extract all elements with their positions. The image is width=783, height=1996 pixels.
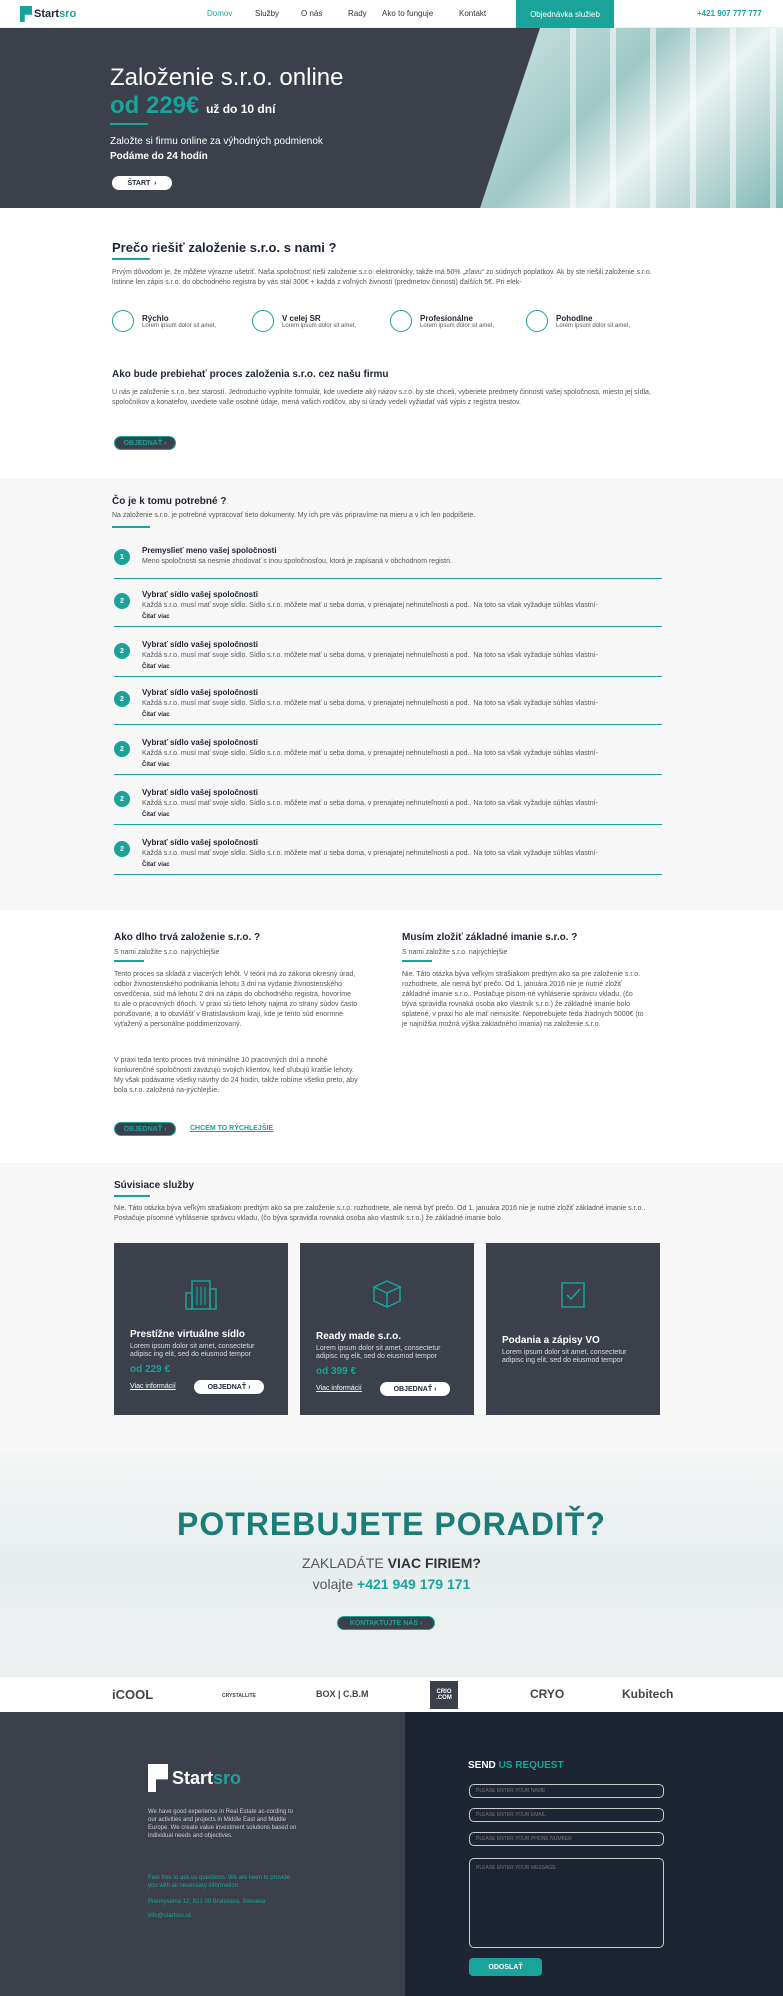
hero-building-image [480, 28, 783, 208]
card-price: od 399 € [316, 1366, 357, 1377]
chevron-right-icon: › [164, 439, 167, 447]
start-button[interactable] [112, 176, 172, 190]
consult-phone-label: volajte [312, 1576, 358, 1592]
order-button-2[interactable] [114, 1122, 176, 1136]
step-divider [114, 724, 662, 725]
step-number: 1 [114, 549, 130, 565]
step-title: Vybrať sídlo vašej spoločnosti [142, 838, 259, 847]
why-title: Prečo riešiť založenie s.r.o. s nami ? [112, 240, 337, 255]
hero-banner [0, 28, 783, 208]
duration-subtitle: S nami založíte s.r.o. najrýchlejšie [114, 949, 220, 956]
requirements-subtitle: Na založenie s.r.o. je potrebné vypracovať tieto dokumenty. My ich pre vás pripravíme na mieru a v ich len podpíšete. [112, 512, 476, 519]
hero-price-value: od 229€ [110, 92, 200, 119]
card-title: Podania a zápisy VO [502, 1335, 600, 1346]
hero-subtitle: Založte si firmu online za výhodných podmienok [110, 136, 323, 147]
step-divider [114, 676, 662, 677]
step-title: Vybrať sídlo vašej spoločnosti [142, 590, 259, 599]
feature-professional [390, 308, 494, 334]
read-more-link[interactable]: Čítať viac [142, 862, 170, 868]
footer-email[interactable]: info@startsro.sk [148, 1913, 192, 1919]
brand-name-a: Start [34, 8, 60, 20]
requirements-title: Čo je k tomu potrebné ? [112, 496, 227, 507]
start-button-label: ŠTART [127, 179, 151, 187]
step-divider [114, 774, 662, 775]
service-card-ready-made [300, 1243, 474, 1415]
service-card-virtual-office [114, 1243, 288, 1415]
footer-brand-b: sro [213, 1767, 242, 1788]
step-number: 2 [114, 741, 130, 757]
nav-item-contact[interactable]: Kontakt [459, 9, 487, 18]
step-title: Vybrať sídlo vašej spoločnosti [142, 788, 259, 797]
contact-us-button[interactable] [337, 1616, 435, 1630]
card-desc: Lorem ipsum dolor sit amet, consectetur adipisc ing elit, sed do eiusmod tempor [316, 1345, 441, 1360]
email-input[interactable] [469, 1808, 664, 1822]
logo-mark-icon [20, 6, 32, 22]
feature-title: Profesionálne [420, 313, 473, 323]
consult-subtitle [0, 1555, 783, 1571]
consult-subtitle-b: VIAC FIRIEM? [387, 1555, 481, 1571]
partner-logo: CRIO .COM [430, 1681, 458, 1709]
more-info-link[interactable]: Viac informácií [316, 1385, 362, 1392]
chevron-right-icon: › [419, 1619, 423, 1627]
card-price: od 229 € [130, 1364, 171, 1375]
phone-input[interactable] [469, 1832, 664, 1846]
step-number: 2 [114, 691, 130, 707]
read-more-link[interactable]: Čítať viac [142, 614, 170, 620]
duration-text-2: V praxi teda tento proces trvá minimálne 10 pracovných dní a mnohé konkurenčné spoločnosti zaväzujú svojich klientov, keď sľubujú kratšie lehoty. My však podávame všetky návrhy do 24 hodín, takže robíme všetko preto, aby bola s.r.o. založená na-jrýchlejšie. [114, 1057, 358, 1094]
services-text: Nie. Táto otázka býva veľkým strašiakom predtým ako sa pre založenie s.r.o. rozhodnete, ale nemá byť prečo. Od 1. januára 2016 nie je nutné zložiť základné imanie s.r.o.. Postačuje písomné vyhlásenie správcu vkladu, (čo býva spravidla rovnaká osoba ako vlastník s.r.o.) že základné imanie bolo [114, 1205, 646, 1222]
armchair-icon [526, 310, 548, 332]
hero-subtitle-bold: Podáme do 24 hodín [110, 151, 208, 162]
box-icon [368, 1275, 406, 1313]
feature-title: Pohodlne [556, 313, 593, 323]
chevron-right-icon: › [434, 1385, 437, 1393]
step-divider [114, 874, 662, 875]
form-title-b: US REQUEST [498, 1760, 564, 1771]
step-title: Vybrať sídlo vašej spoločnosti [142, 640, 259, 649]
footer-brand-a: Start [172, 1767, 214, 1788]
read-more-link[interactable]: Čítať viac [142, 762, 170, 768]
card-order-label: OBJEDNAŤ [393, 1385, 433, 1393]
more-info-link[interactable]: Viac informácií [130, 1383, 176, 1390]
nav-item-services[interactable]: Služby [255, 9, 280, 18]
step-title: Vybrať sídlo vašej spoločnosti [142, 688, 259, 697]
partner-logo: CRYSTALLITE [222, 1693, 256, 1699]
slovak-shield-icon [252, 310, 274, 332]
step-desc: Každá s.r.o. musí mať svoje sídlo. Sídlo s.r.o. môžete mať u seba doma, v prenajatej nehnuteľnosti a pod.. Na toto sa však vyžaduje súhlas vlastní- [142, 652, 598, 659]
top-navigation [0, 0, 783, 28]
request-form [0, 1712, 783, 1996]
feature-desc: Lorem ipsum dolor sit amet, [420, 322, 495, 329]
feature-fast [112, 308, 216, 334]
nav-item-about[interactable]: O nás [301, 9, 323, 18]
message-input[interactable] [469, 1858, 664, 1948]
faster-link[interactable]: CHCEM TO RÝCHLEJŠIE [190, 1125, 274, 1132]
step-desc: Každá s.r.o. musí mať svoje sídlo. Sídlo s.r.o. môžete mať u seba doma, v prenajatej nehnuteľnosti a pod.. Na toto sa však vyžaduje súhlas vlastní- [142, 602, 598, 609]
form-title [468, 1760, 564, 1771]
service-card-filings [486, 1243, 660, 1415]
card-order-button[interactable] [380, 1382, 450, 1396]
footer-about: We have good experience in Real Estate ac-cording to our activities and projects in Middle East and Middle Europe. We create value investment solutions based on individual needs and objectives. [148, 1809, 297, 1839]
partner-logo: Kubitech [622, 1687, 674, 1701]
consult-phone-number[interactable]: +421 949 179 171 [357, 1576, 471, 1592]
feature-desc: Lorem ipsum dolor sit amet, [556, 322, 631, 329]
why-divider [112, 258, 150, 260]
order-button-label: OBJEDNAŤ [123, 439, 163, 447]
feature-desc: Lorem ipsum dolor sit amet, [142, 322, 217, 329]
hero-title: Založenie s.r.o. online [110, 64, 344, 91]
contact-us-label: KONTAKTUJTE NÁS [349, 1619, 419, 1627]
nav-phone[interactable]: +421 907 777 777 [697, 9, 762, 18]
services-divider [114, 1195, 150, 1197]
nav-item-home[interactable]: Domov [207, 9, 233, 18]
feature-title: Rýchlo [142, 313, 169, 323]
footer-address: Priemyselná 12, 821 09 Bratislava, Slovakia [148, 1899, 266, 1905]
step-desc: Každá s.r.o. musí mať svoje sídlo. Sídlo s.r.o. môžete mať u seba doma, v prenajatej nehnuteľnosti a pod.. Na toto sa však vyžaduje súhlas vlastní- [142, 750, 598, 757]
process-title: Ako bude prebiehať proces založenia s.r.o. cez našu firmu [112, 369, 389, 380]
capital-title: Musím zložiť základné imanie s.r.o. ? [402, 932, 578, 943]
step-desc: Meno spoločnosti sa nesmie zhodovať s inou spoločnosťou, ktorá je zapísaná v obchodnom registri. [142, 558, 452, 565]
capital-divider [402, 960, 432, 962]
card-desc: Lorem ipsum dolor sit amet, consectetur adipisc ing elit, sed do eiusmod tempor [130, 1343, 255, 1358]
card-order-button[interactable] [194, 1380, 264, 1394]
hero-price-subtitle: už do 10 dní [206, 102, 276, 116]
nav-item-tips[interactable]: Rady [348, 9, 367, 18]
step-number: 2 [114, 791, 130, 807]
step-title: Premyslieť meno vašej spoločnosti [142, 546, 277, 555]
step-divider [114, 578, 662, 579]
people-icon [390, 310, 412, 332]
capital-text: Nie. Táto otázka býva veľkým strašiakom predtým ako sa pre založenie s.r.o. rozhodnete, ale nemá byť prečo. Od 1. januára 2016 nie je nutné zložiť základné imanie s.r.o.. Postačuje písom-né vyhlásenie správcu vkladu, (čo býva spravidla rovnaká osoba ako vlastník s.r.o.) že základné imanie bolo splatené, v praxi ho ale mať nemusíte. Nepotrebujete teda žiadnych 5000€ (to je najnižšia možná výška základného imania) na založenie s.r.o. [402, 971, 644, 1028]
card-title: Ready made s.r.o. [316, 1331, 402, 1342]
send-button[interactable]: ODOSLAŤ [469, 1958, 542, 1976]
step-number: 2 [114, 841, 130, 857]
duration-title: Ako dlho trvá založenie s.r.o. ? [114, 932, 261, 943]
card-order-label: OBJEDNAŤ [207, 1383, 247, 1391]
nav-item-how-it-works[interactable]: Ako to funguje [382, 9, 434, 18]
feature-comfortable [526, 308, 630, 334]
feature-desc: Lorem ipsum dolor sit amet, [282, 322, 357, 329]
step-divider [114, 626, 662, 627]
step-desc: Každá s.r.o. musí mať svoje sídlo. Sídlo s.r.o. môžete mať u seba doma, v prenajatej nehnuteľnosti a pod.. Na toto sa však vyžaduje súhlas vlastní- [142, 700, 598, 707]
order-services-button[interactable]: Objednávka služieb [516, 0, 614, 28]
stopwatch-icon [112, 310, 134, 332]
order-button[interactable] [114, 436, 176, 450]
duration-text-1: Tento proces sa skladá z viacerých lehôt. V teórii má zo zákona okresný úrad, odbor živnostenského podnikania lehotu 3 dni na vydanie živnostenského osvedčenia, súd má lehotu 2 dni na zápis do obchodného registra, hovoríme tu ale o pracovných dňoch. V praxi sú tieto lehoty najmä zo strany súdov často porušované, a to obzvlášť v Bratislavskom kraji, kde je tento súd enormne vyťažený a personálne poddimenzovaný. [114, 971, 358, 1028]
building-icon [182, 1275, 220, 1313]
consult-subtitle-a: ZAKLADÁTE [302, 1555, 388, 1571]
requirements-divider [112, 526, 150, 528]
card-title: Prestížne virtuálne sídlo [130, 1329, 246, 1340]
step-desc: Každá s.r.o. musí mať svoje sídlo. Sídlo s.r.o. môžete mať u seba doma, v prenajatej nehnuteľnosti a pod.. Na toto sa však vyžaduje súhlas vlastní- [142, 850, 598, 857]
feature-nationwide [252, 308, 356, 334]
footer-questions: Feel free to ask us questions. We are keen to provide you with all necessary information. [148, 1875, 290, 1889]
read-more-link[interactable]: Čítať viac [142, 812, 170, 818]
hero-price [110, 92, 275, 120]
step-divider [114, 824, 662, 825]
feature-title: V celej SR [282, 313, 321, 323]
step-number: 2 [114, 593, 130, 609]
partner-logo: iCOOL [112, 1687, 154, 1702]
services-title: Súvisiace služby [114, 1180, 195, 1191]
process-text: U nás je založenie s.r.o. bez starostí. Jednoducho vyplníte formulár, kde uvediete aký názov s.r.o. by ste chceli, vyberiete predmety činnosti vašej spoločnosti, miesto jej sídla, spoločníkov a konateľov, uvediete vaše osobné údaje, mená vašich rodičov, aby si úrady vedeli vyžiadať váš výpis z registra trestov. [112, 389, 651, 406]
partner-logo: BOX | C.B.M [316, 1689, 369, 1699]
form-title-a: SEND [468, 1760, 499, 1771]
chevron-right-icon: › [154, 179, 157, 187]
partner-logos [0, 1676, 783, 1712]
order-button-label: OBJEDNAŤ [123, 1125, 163, 1133]
read-more-link[interactable]: Čítať viac [142, 712, 170, 718]
card-desc: Lorem ipsum dolor sit amet, consectetur adipisc ing elit, sed do eiusmod tempor [502, 1349, 627, 1364]
brand-logo[interactable] [20, 6, 76, 22]
read-more-link[interactable]: Čítať viac [142, 664, 170, 670]
chevron-right-icon: › [164, 1125, 167, 1133]
step-title: Vybrať sídlo vašej spoločnosti [142, 738, 259, 747]
step-number: 2 [114, 643, 130, 659]
consult-title: POTREBUJETE PORADIŤ? [177, 1506, 606, 1542]
capital-subtitle: S nami založíte s.r.o. najrýchlejšie [402, 949, 508, 956]
step-desc: Každá s.r.o. musí mať svoje sídlo. Sídlo s.r.o. môžete mať u seba doma, v prenajatej nehnuteľnosti a pod.. Na toto sa však vyžaduje súhlas vlastní- [142, 800, 598, 807]
partner-logo: CRYO [530, 1687, 565, 1701]
consult-phone [0, 1576, 783, 1592]
chevron-right-icon: › [248, 1383, 251, 1391]
duration-divider [114, 960, 144, 962]
consult-banner [0, 1452, 783, 1676]
hero-divider [110, 123, 148, 125]
document-check-icon [554, 1275, 592, 1313]
brand-name-b: sro [59, 8, 77, 20]
name-input[interactable] [469, 1784, 664, 1798]
why-text: Prvým dôvodom je, že môžete výrazne ušetriť. Naša spoločnosť rieši založenie s.r.o. elektronicky, takže má 50% „zľavu“ zo súdnych poplatkov. Ak by ste riešili založenie s.r.o. listinne len zápis s.r.o. do obchodného registra by vás stál 300€ + každá z voľných živností (predmetov činnosti) ďalších 5€. Pri elek- [112, 269, 652, 286]
